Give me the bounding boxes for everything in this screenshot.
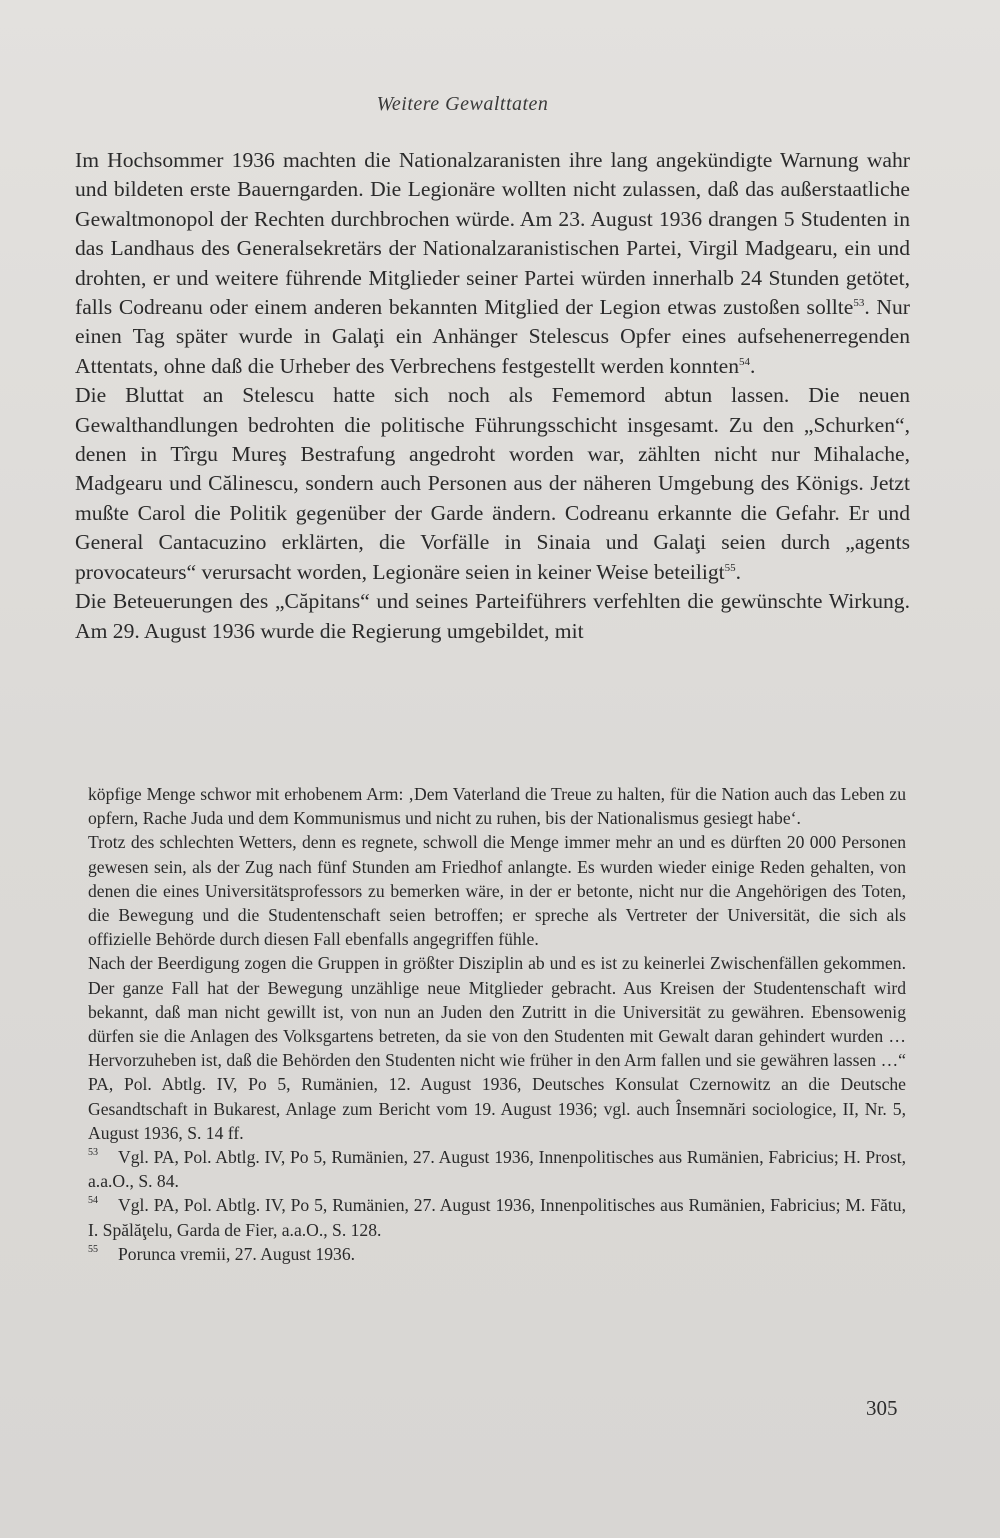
main-text (75, 146, 910, 646)
page-number: 305 (866, 1396, 898, 1420)
footnote-53 (88, 1145, 906, 1193)
footnote-continuation: Nach der Beerdigung zogen die Gruppen in größter Disziplin ab und es ist zu keinerlei Zwischenfällen gekommen. Der ganze Fall hat der Bewegung unzählige neue Mitglieder gebracht. Aus Kreisen der Studentenschaft wird bekannt, daß man nicht gewillt ist, von nun an Juden den Zutritt in die Universität zu gewähren. Ebensowenig dürfen sie die Anlagen des Volksgartens betreten, da sie von den Studenten mit Gewalt daran gehindert wurden … Hervorzuheben ist, daß die Behörden den Studenten nicht wie früher in den Arm fallen und sie gewähren lassen …“ PA, Pol. Abtlg. IV, Po 5, Rumänien, 12. August 1936, Deutsches Konsulat Czernowitz an die Deutsche Gesandtschaft in Bukarest, Anlage zum Bericht vom 19. August 1936; vgl. auch Însemnări sociologice, II, Nr. 5, August 1936, S. 14 ff. (88, 953, 906, 1143)
running-head-text: Weitere Gewalttaten (376, 93, 549, 115)
paragraph (75, 381, 910, 587)
footnote-continuation: köpfige Menge schwor mit erhobenem Arm: ‚Dem Vaterland die Treue zu halten, für die Nation auch das Leben zu opfern, Rache Juda und dem Kommunismus und nicht zu ruhen, bis der Nationalismus gesiegt habe‘. (88, 784, 906, 829)
paragraph-text: Im Hochsommer 1936 machten die Nationalzaranisten ihre lang angekündigte Warnung wahr und bildeten erste Bauerngarden. Die Legionäre wollten nicht zulassen, daß das außerstaatliche Gewaltmonopol der Rechten durchbrochen würde. Am 23. August 1936 drangen 5 Studenten in das Landhaus des Generalsekretärs der Nationalzaranistischen Partei, Virgil Madgearu, ein und drohten, er und weitere führende Mitglieder seiner Partei würden innerhalb 24 Stunden getötet, falls Codreanu oder einem anderen bekannten Mitglied der Legion etwas zustoßen sollte (75, 148, 910, 320)
paragraph-text: . Nur einen Tag später wurde in Galaţi ein Anhänger Stelescus Opfer eines aufsehenerregenden Attentats, ohne daß die Urheber des Verbrechens festgestellt werden konnten (75, 295, 910, 378)
footnote-number: 54 (88, 1195, 98, 1207)
paragraph (75, 146, 910, 381)
footnote-ref: 55 (724, 561, 736, 574)
footnote-55 (88, 1242, 906, 1266)
paragraph-text: Die Bluttat an Stelescu hatte sich noch als Fememord abtun lassen. Die neuen Gewalthandlungen bedrohten die politische Führungsschicht insgesamt. Zu den „Schurken“, denen in Tîrgu Mureş Bestrafung angedroht worden war, zählten nicht nur Mihalache, Madgearu und Călinescu, sondern auch Personen aus der näheren Umgebung des Königs. Jetzt mußte Carol die Politik gegenüber der Garde ändern. Codreanu erkannte die Gefahr. Er und General Cantacuzino erklärten, die Vorfälle in Sinaia und Galaţi seien durch „agents provocateurs“ verursacht worden, Legionäre seien in keiner Weise beteiligt (75, 383, 910, 584)
paragraph-text: . (735, 559, 742, 584)
running-head (0, 93, 1000, 116)
footnote-text: Poruncа vremii, 27. August 1936. (118, 1243, 356, 1264)
footnote-ref: 53 (853, 296, 865, 309)
paragraph-text: Die Beteuerungen des „Căpitans“ und seines Parteiführers verfehlten die gewünschte Wirkung. Am 29. August 1936 wurde die Regierung umgebildet, mit (75, 589, 910, 643)
footnote-54 (88, 1193, 906, 1241)
footnote-number: 55 (88, 1243, 98, 1255)
footnote-text: Vgl. PA, Pol. Abtlg. IV, Po 5, Rumänien, 27. August 1936, Innenpolitisches aus Rumänien, Fabricius; M. Fătu, I. Spălăţelu, Garda de Fier, a.a.O., S. 128. (88, 1195, 906, 1240)
footnote-continuation: Trotz des schlechten Wetters, denn es regnete, schwoll die Menge immer mehr an und es dürften 20 000 Personen gewesen sein, als der Zug nach fünf Stunden am Friedhof anlangte. Es wurden wieder einige Reden gehalten, von denen die eines Universitätsprofessors zu bemerken wäre, in der er betonte, nicht nur die Angehörigen des Toten, die Bewegung und die Studentenschaft seien betroffen; er spreche als Vertreter der Universität, die sich als offizielle Behörde durch diesen Fall ebenfalls angegriffen fühle. (88, 832, 906, 950)
footnote-ref: 54 (739, 355, 750, 368)
paragraph-text: . (750, 353, 756, 378)
footnotes (88, 782, 906, 1266)
footnote-number: 53 (88, 1147, 98, 1159)
paragraph (75, 587, 910, 646)
footnote-text: Vgl. PA, Pol. Abtlg. IV, Po 5, Rumänien, 27. August 1936, Innenpolitisches aus Rumänien, Fabricius; H. Prost, a.a.O., S. 84. (88, 1147, 906, 1192)
